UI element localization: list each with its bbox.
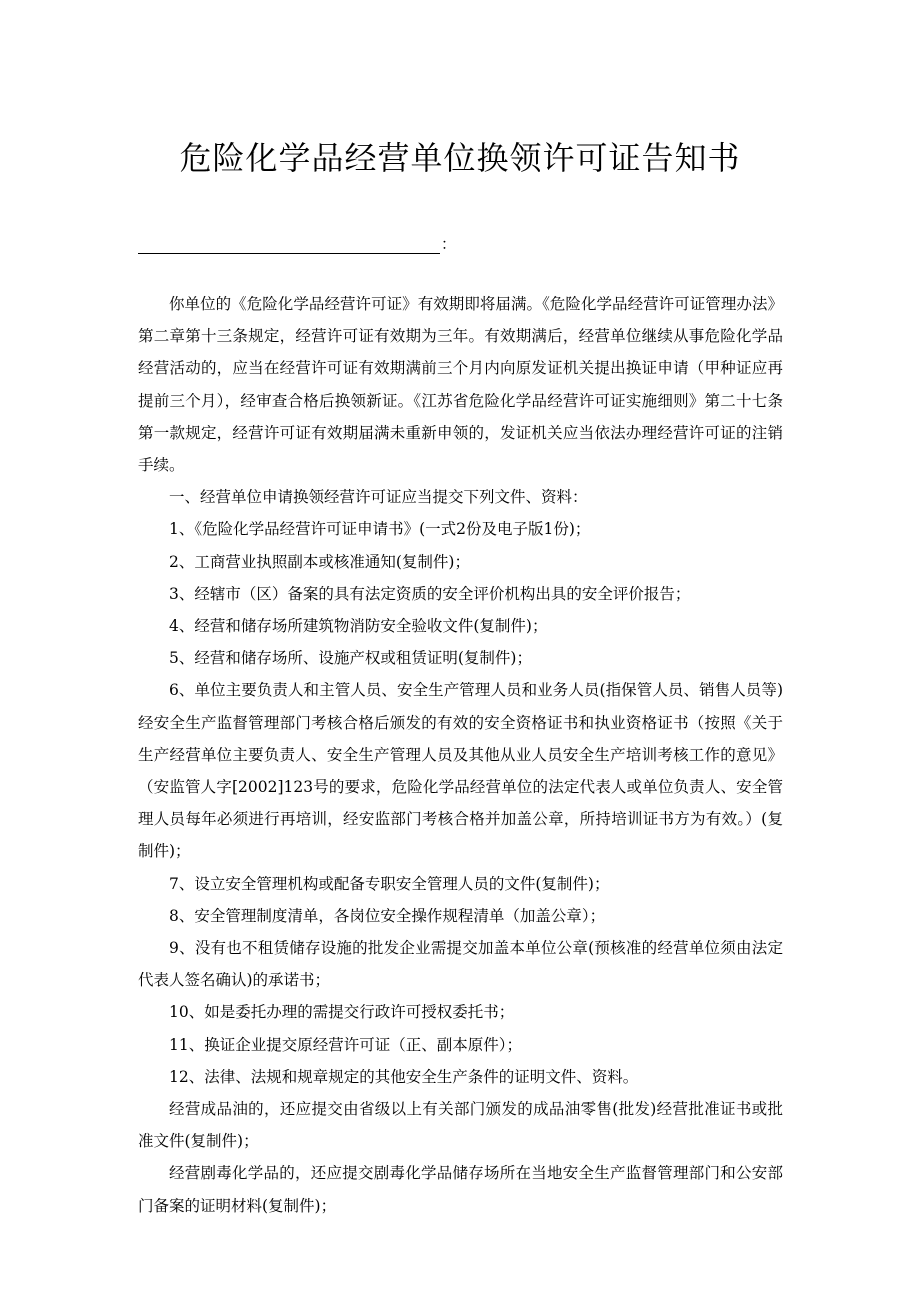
list-item: 1、《危险化学品经营许可证申请书》(一式2份及电子版1份)；: [169, 520, 591, 539]
list-item: 11、换证企业提交原经营许可证（正、副本原件）；: [169, 1035, 522, 1054]
list-item: 6、单位主要负责人和主管人员、安全生产管理人员和业务人员(指保管人员、销售人员等)经安全生产监督管理部门考核合格后颁发的有效的安全资格证书和执业资格证书（按照《关于生产经营单位主要负责人、安全生产管理人员及其他从业人员安全生产培训考核工作的意见》（安监管人字[2002]123号的要求，危险化学品经营单位的法定代表人或单位负责人、安全管理人员每年必须进行再培训，经安监部门考核合格并加盖公章，所持培训证书方为有效。）(复制件)；: [138, 681, 783, 861]
list-item: 5、经营和储存场所、设施产权或租赁证明(复制件)；: [169, 649, 532, 668]
intro-paragraph: 你单位的《危险化学品经营许可证》有效期即将届满。《危险化学品经营许可证管理办法》第二章第十三条规定，经营许可证有效期为三年。有效期满后，经营单位继续从事危险化学品经营活动的，应当在经营许可证有效期满前三个月内向原发证机关提出换证申请（甲种证应再提前三个月），经审查合格后换领新证。《江苏省危险化学品经营许可证实施细则》第二十七条第一款规定，经营许可证有效期届满未重新申领的，发证机关应当依法办理经营许可证的注销手续。: [138, 295, 783, 475]
list-item: 7、设立安全管理机构或配备专职安全管理人员的文件(复制件)；: [169, 874, 610, 893]
list-item: 9、没有也不租赁储存设施的批发企业需提交加盖本单位公章(预核准的经营单位须由法定代表人签名确认)的承诺书；: [138, 939, 783, 990]
list-item: 3、经辖市（区）备案的具有法定资质的安全评价机构出具的安全评价报告；: [169, 584, 691, 603]
note-paragraph: 经营成品油的，还应提交由省级以上有关部门颁发的成品油零售(批发)经营批准证书或批准文件(复制件)；: [138, 1100, 783, 1151]
note-paragraph: 经营剧毒化学品的，还应提交剧毒化学品储存场所在当地安全生产监督管理部门和公安部门备案的证明材料(复制件)；: [138, 1164, 783, 1215]
section-heading: 一、经营单位申请换领经营许可证应当提交下列文件、资料：: [169, 488, 588, 507]
list-item: 8、安全管理制度清单，各岗位安全操作规程清单（加盖公章）；: [169, 906, 606, 925]
addressee-blank: [138, 229, 440, 254]
list-item: 10、如是委托办理的需提交行政许可授权委托书；: [169, 1003, 515, 1022]
list-item: 4、经营和储存场所建筑物消防安全验收文件(复制件)；: [169, 617, 548, 636]
addressee-line: [138, 228, 456, 254]
document-body: [138, 288, 783, 1222]
addressee-colon: ：: [441, 235, 457, 253]
list-item: 2、工商营业执照副本或核准通知(复制件)；: [169, 552, 470, 571]
list-item: 12、法律、法规和规章规定的其他安全生产条件的证明文件、资料。: [169, 1067, 639, 1086]
document-title: 危险化学品经营单位换领许可证告知书: [179, 139, 741, 177]
